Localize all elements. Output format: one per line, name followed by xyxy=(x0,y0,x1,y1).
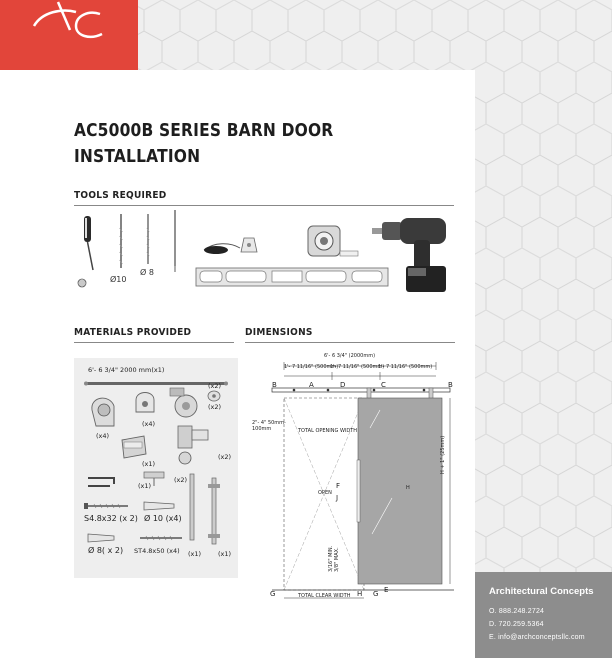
rail-stop-qty: (x4) xyxy=(142,420,156,428)
clear-width-label: TOTAL CLEAR WIDTH xyxy=(298,593,351,599)
handle-b-qty: (x1) xyxy=(218,550,232,558)
handle-a-qty: (x1) xyxy=(188,550,202,558)
wall-plug-10-qty: Ø 10 (x4) xyxy=(144,514,182,523)
wall-bracket-qty: (x2) xyxy=(208,403,222,411)
drill-bit-10-caption: Ø10 xyxy=(110,275,127,284)
rail-label: 6'- 6 3/4" 2000 mm(x1) xyxy=(88,366,165,374)
height-label: H xyxy=(406,485,410,491)
callout-b-right: B xyxy=(448,381,453,389)
callout-g-left: G xyxy=(270,590,276,598)
floor-gap-label: 3/16" MIN. 3/8" MAX. xyxy=(328,545,340,572)
callout-a: A xyxy=(309,381,314,389)
page-title xyxy=(74,118,349,170)
office-phone: O. 888.248.2724 xyxy=(489,608,545,615)
drill-bit-8-icon xyxy=(147,214,149,264)
anchor-bracket-qty: (x2) xyxy=(218,453,232,461)
opening-width-label: TOTAL OPENING WIDTH xyxy=(298,428,358,434)
spacer-washer-qty: (x2) xyxy=(208,382,222,390)
callout-d: D xyxy=(340,381,346,389)
drill-bit-8-caption: Ø 8 xyxy=(140,268,154,277)
roller-hanger-qty: (x4) xyxy=(96,432,110,440)
rail-stop-icon xyxy=(136,393,154,413)
wall-plug-10-icon xyxy=(144,502,174,510)
callout-c: C xyxy=(381,381,386,389)
callout-e: E xyxy=(384,586,389,594)
callout-j: J xyxy=(336,494,339,502)
overall-dim-label: 6'- 6 3/4" (2000mm) xyxy=(324,353,376,359)
drill-bit-10-icon xyxy=(120,214,123,268)
direct-phone: D. 720.259.5364 xyxy=(489,621,544,628)
barn-door-rail-icon xyxy=(84,382,228,386)
plumb-bob-icon xyxy=(204,238,257,254)
page-title-line1: AC5000B SERIES BARN DOOR xyxy=(74,120,334,141)
side-offset-label: 2"- 4" 50mm- 100mm xyxy=(252,420,286,432)
materials-divider xyxy=(74,342,234,343)
barn-door-panel xyxy=(358,398,442,584)
open-label: OPEN xyxy=(318,490,332,496)
materials-heading: MATERIALS PROVIDED xyxy=(74,327,192,338)
callout-h: H xyxy=(357,590,363,598)
brand-logo-block xyxy=(0,0,138,70)
segment2-dim-label: 1'- 7 11/16" (500mm) xyxy=(330,364,385,370)
contact-email[interactable]: E. info@archconceptsllc.com xyxy=(489,634,585,641)
hex-key-qty: (x1) xyxy=(138,482,152,490)
dimensions-divider xyxy=(245,342,455,343)
dimension-drawing xyxy=(244,348,464,604)
segment3-dim-label: 1'- 7 11/16" (500mm) xyxy=(378,364,433,370)
tools-illustrations xyxy=(74,208,464,298)
hex-key-icon xyxy=(88,478,114,486)
screw-st4-icon xyxy=(140,536,182,540)
spacer-washer-icon xyxy=(208,391,220,401)
roller-hanger-icon xyxy=(92,398,114,426)
anchor-bracket-icon xyxy=(178,426,208,464)
tape-measure-icon xyxy=(308,226,358,256)
floor-guide-icon xyxy=(122,436,146,458)
height-dim-label: H + 1" (25mm) xyxy=(440,435,446,474)
company-name: Architectural Concepts xyxy=(489,586,594,597)
contact-panel xyxy=(475,572,612,658)
callout-f: F xyxy=(336,482,341,490)
segment1-dim-label: 1'- 7 11/16" (500mm) xyxy=(284,364,339,370)
door-handle-icon xyxy=(190,474,220,544)
wall-plug-8-icon xyxy=(88,534,114,542)
screw-s4-qty: S4.8x32 (x 2) xyxy=(84,514,138,523)
materials-illustrations xyxy=(74,358,238,578)
wall-bracket-icon xyxy=(170,388,197,417)
screw-st4-qty: ST4.8x50 (x4) xyxy=(134,547,180,555)
tools-heading: TOOLS REQUIRED xyxy=(74,190,167,201)
screwdriver-icon xyxy=(78,216,93,287)
callout-g-right: G xyxy=(373,590,379,598)
stand-off-qty: (x2) xyxy=(174,476,188,484)
spirit-level-icon xyxy=(196,268,388,286)
wall-plug-8-qty: Ø 8( x 2) xyxy=(88,546,124,555)
door-handle-drawing xyxy=(357,460,360,522)
page-title-line2: INSTALLATION xyxy=(74,146,201,167)
tools-divider xyxy=(74,205,454,206)
floor-guide-qty: (x1) xyxy=(142,460,156,468)
ac-monogram-logo-icon xyxy=(0,0,138,70)
screw-s4-icon xyxy=(84,503,128,509)
callout-b-left: B xyxy=(272,381,277,389)
dimensions-heading: DIMENSIONS xyxy=(245,327,313,338)
